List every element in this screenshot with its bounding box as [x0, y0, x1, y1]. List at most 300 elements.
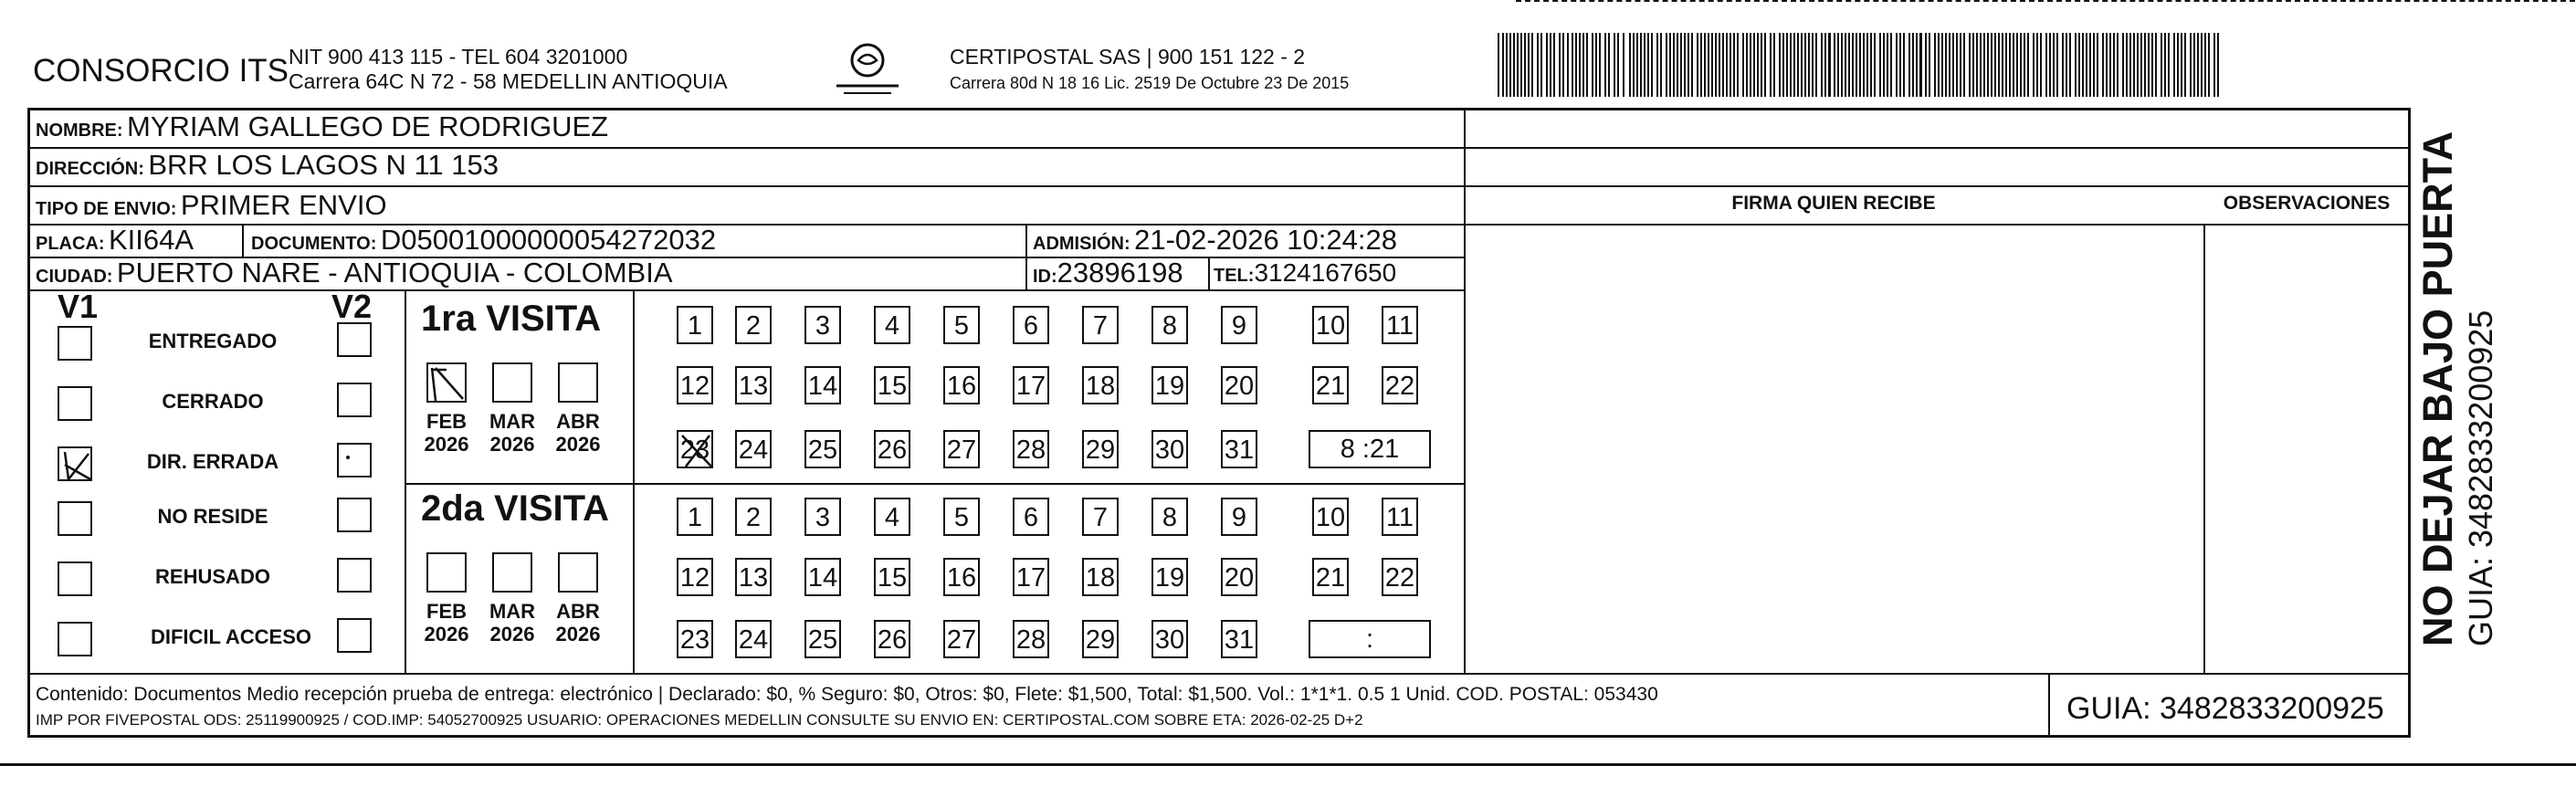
barcode-bar — [2155, 33, 2157, 97]
barcode-bar — [1786, 33, 1788, 97]
v1-checkbox[interactable] — [58, 326, 92, 361]
barcode-bar — [1963, 33, 1965, 97]
month-year: 2026 — [424, 433, 469, 456]
city-field — [36, 257, 673, 289]
barcode-bar — [2177, 33, 2179, 97]
barcode-bar — [2140, 33, 2142, 97]
barcode-bar — [1660, 33, 1662, 97]
barcode-bar — [2033, 33, 2035, 97]
barcode-bar — [1726, 33, 1728, 97]
barcode-bar — [1550, 33, 1551, 97]
day-box[interactable] — [1312, 558, 1349, 596]
day-number: 6 — [1023, 503, 1039, 532]
day-box[interactable] — [874, 620, 910, 658]
visit-time-box[interactable] — [1309, 620, 1431, 658]
barcode-bar — [1925, 33, 1927, 97]
day-number: 19 — [1154, 372, 1185, 401]
day-number: 31 — [1224, 625, 1255, 655]
barcode-bar — [1866, 33, 1868, 97]
v1-label: V1 — [58, 288, 99, 325]
day-box[interactable] — [804, 366, 841, 404]
day-box[interactable] — [874, 306, 910, 344]
v1-checkbox[interactable] — [58, 501, 92, 536]
visit-time-box[interactable] — [1309, 430, 1431, 468]
name-value: MYRIAM GALLEGO DE RODRIGUEZ — [127, 110, 609, 142]
day-box[interactable] — [1151, 498, 1188, 536]
month-checkbox[interactable] — [426, 362, 467, 403]
barcode-bar — [1579, 33, 1581, 97]
barcode-bar — [2002, 33, 2003, 97]
bottom-rule — [0, 763, 2576, 766]
barcode-bar — [1629, 33, 1631, 97]
barcode-bar — [1684, 33, 1686, 97]
day-box[interactable] — [874, 430, 910, 468]
barcode-bar — [2078, 33, 2080, 97]
month-name: ABR — [556, 410, 600, 433]
day-number: 18 — [1085, 563, 1116, 593]
barcode-bar — [2217, 33, 2219, 97]
v1-checkbox[interactable] — [58, 446, 92, 481]
day-number: 27 — [946, 625, 977, 655]
day-number: 14 — [807, 372, 838, 401]
day-box[interactable] — [677, 430, 713, 468]
day-box[interactable] — [1013, 306, 1049, 344]
day-box[interactable] — [735, 558, 772, 596]
barcode-bar — [1887, 33, 1888, 97]
barcode-bar — [1608, 33, 1610, 97]
day-box[interactable] — [1082, 430, 1119, 468]
barcode-bar — [2040, 33, 2042, 97]
day-box[interactable] — [677, 558, 713, 596]
day-number: 21 — [1315, 372, 1346, 401]
day-number: 17 — [1015, 372, 1046, 401]
admission-field — [1033, 224, 1397, 257]
day-box[interactable] — [677, 620, 713, 658]
barcode-bar — [1874, 33, 1876, 97]
day-number: 30 — [1154, 625, 1185, 655]
day-number: 4 — [884, 503, 900, 532]
city-value: PUERTO NARE - ANTIOQUIA - COLOMBIA — [116, 257, 673, 289]
barcode-bar — [1773, 33, 1775, 97]
v2-checkbox[interactable] — [337, 383, 372, 417]
barcode-bar — [1896, 33, 1898, 97]
day-box[interactable] — [1382, 306, 1418, 344]
barcode-bar — [1691, 33, 1693, 97]
day-box[interactable] — [1082, 306, 1119, 344]
plate-label: PLACA: — [36, 234, 105, 254]
day-number: 20 — [1224, 372, 1255, 401]
barcode-bar — [2109, 33, 2111, 97]
v1-checkbox[interactable] — [58, 622, 92, 656]
barcode-bar — [1599, 33, 1601, 97]
day-number: 28 — [1015, 435, 1046, 465]
day-number: 5 — [953, 503, 970, 532]
barcode-bar — [1636, 33, 1638, 97]
day-number: 29 — [1085, 625, 1116, 655]
day-box[interactable] — [677, 366, 713, 404]
barcode-bar — [1949, 33, 1950, 97]
month-name: ABR — [556, 600, 600, 623]
barcode-bar — [2086, 33, 2087, 97]
day-box[interactable] — [943, 366, 980, 404]
day-box[interactable] — [1221, 498, 1257, 536]
barcode-bar — [1567, 33, 1569, 97]
day-box[interactable] — [874, 366, 910, 404]
day-number: 4 — [884, 311, 900, 341]
day-number: 22 — [1384, 563, 1415, 593]
day-box[interactable] — [735, 430, 772, 468]
day-box[interactable] — [1312, 306, 1349, 344]
barcode-bar — [2151, 33, 2153, 97]
type-field — [36, 189, 387, 222]
day-box[interactable] — [943, 498, 980, 536]
barcode-bar — [1994, 33, 1996, 97]
status-option-label: NO RESIDE — [157, 505, 268, 528]
day-box[interactable] — [804, 498, 841, 536]
barcode-bar — [2045, 33, 2047, 97]
barcode-bar — [1764, 33, 1766, 97]
barcode-bar — [1509, 33, 1511, 97]
barcode-bar — [1801, 33, 1803, 97]
barcode-bar — [1983, 33, 1985, 97]
day-number: 8 — [1162, 311, 1178, 341]
barcode-bar — [2208, 33, 2210, 97]
day-box[interactable] — [943, 620, 980, 658]
month-checkbox[interactable] — [558, 362, 598, 403]
barcode-bar — [1834, 33, 1835, 97]
day-box[interactable] — [1382, 498, 1418, 536]
visit2-title: 2da VISITA — [421, 488, 609, 529]
day-number: 12 — [679, 563, 710, 593]
day-box[interactable] — [735, 306, 772, 344]
barcode-bar — [1870, 33, 1872, 97]
month-checkbox[interactable] — [558, 552, 598, 593]
tracking-barcode — [1498, 33, 2228, 97]
barcode-bar — [1782, 33, 1784, 97]
month-label — [487, 410, 538, 456]
day-number: 31 — [1224, 435, 1255, 465]
v2-checkbox[interactable] — [337, 498, 372, 532]
day-number: 16 — [946, 563, 977, 593]
status-option-label: REHUSADO — [155, 565, 270, 588]
day-number: 21 — [1315, 563, 1346, 593]
barcode-bar — [1502, 33, 1504, 97]
day-box[interactable] — [1221, 430, 1257, 468]
day-box[interactable] — [1013, 430, 1049, 468]
barcode-bar — [1821, 33, 1823, 97]
barcode-bar — [2020, 33, 2022, 97]
barcode-bar — [1938, 33, 1940, 97]
document-field — [251, 224, 716, 257]
visit-time: : — [1365, 624, 1374, 654]
day-number: 19 — [1154, 563, 1185, 593]
day-box[interactable] — [1151, 430, 1188, 468]
barcode-bar — [2113, 33, 2115, 97]
month-label — [421, 410, 472, 456]
barcode-bar — [1640, 33, 1642, 97]
address-field — [36, 149, 499, 182]
barcode-bar — [1524, 33, 1526, 97]
barcode-bar — [1987, 33, 1989, 97]
observations-header: OBSERVACIONES — [2223, 193, 2391, 214]
barcode-bar — [2148, 33, 2150, 97]
day-number: 2 — [745, 311, 762, 341]
company-name: CONSORCIO ITS — [33, 53, 289, 89]
month-year: 2026 — [555, 433, 601, 456]
barcode-bar — [1546, 33, 1548, 97]
barcode-bar — [1592, 33, 1593, 97]
barcode-bar — [1919, 33, 1922, 97]
barcode-bar — [1677, 33, 1678, 97]
barcode-bar — [2197, 33, 2199, 97]
footer-print-info: IMP POR FIVEPOSTAL ODS: 25119900925 / COD.IMP: 54052700925 USUARIO: OPERACIONES MEDELLIN CONSULTE SU ENVIO EN: CERTIPOSTAL.COM SOBRE ETA: 2026-02-25 D+2 — [36, 711, 1363, 729]
barcode-bar — [1790, 33, 1792, 97]
day-box[interactable] — [1151, 366, 1188, 404]
day-box[interactable] — [943, 306, 980, 344]
day-box[interactable] — [1013, 366, 1049, 404]
day-number: 2 — [745, 503, 762, 532]
day-box[interactable] — [1221, 620, 1257, 658]
barcode-bar — [2204, 33, 2206, 97]
v2-label: V2 — [331, 288, 373, 325]
barcode-bar — [2164, 33, 2166, 97]
day-number: 10 — [1315, 503, 1346, 532]
barcode-bar — [1746, 33, 1748, 97]
side-guia: GUIA: 3482833200925 — [2462, 310, 2499, 646]
barcode-bar — [2144, 33, 2146, 97]
v2-checkbox[interactable] — [337, 443, 372, 477]
barcode-bar — [1908, 33, 1910, 97]
day-box[interactable] — [1013, 620, 1049, 658]
barcode-bar — [1704, 33, 1706, 97]
day-box[interactable] — [735, 366, 772, 404]
day-box[interactable] — [1082, 498, 1119, 536]
barcode-bar — [1808, 33, 1810, 97]
day-number: 1 — [687, 503, 703, 532]
day-box[interactable] — [677, 498, 713, 536]
day-number: 9 — [1231, 503, 1247, 532]
barcode-bar — [2106, 33, 2108, 97]
day-box[interactable] — [677, 306, 713, 344]
day-box[interactable] — [1013, 558, 1049, 596]
day-box[interactable] — [874, 498, 910, 536]
barcode-bar — [2181, 33, 2182, 97]
barcode-bar — [1890, 33, 1892, 97]
month-label — [487, 600, 538, 645]
month-name: FEB — [426, 410, 467, 433]
day-number: 5 — [953, 311, 970, 341]
day-box[interactable] — [1312, 366, 1349, 404]
barcode-bar — [2036, 33, 2038, 97]
month-name: MAR — [489, 600, 536, 623]
barcode-bar — [1828, 33, 1831, 97]
barcode-bar — [1859, 33, 1861, 97]
barcode-bar — [1929, 33, 1930, 97]
day-number: 11 — [1385, 311, 1414, 341]
day-number: 10 — [1315, 311, 1346, 341]
day-box[interactable] — [1382, 558, 1418, 596]
barcode-bar — [1506, 33, 1508, 97]
top-cut-line — [1516, 0, 2575, 4]
day-box[interactable] — [1382, 366, 1418, 404]
admission-label: ADMISIÓN: — [1033, 234, 1130, 254]
v2-checkbox[interactable] — [337, 558, 372, 593]
day-box[interactable] — [1082, 558, 1119, 596]
barcode-bar — [1845, 33, 1846, 97]
status-option-label: DIFICIL ACCESO — [150, 625, 311, 648]
day-box[interactable] — [1221, 558, 1257, 596]
day-box[interactable] — [804, 558, 841, 596]
month-year: 2026 — [489, 433, 535, 456]
barcode-bar — [1903, 33, 1905, 97]
day-number: 8 — [1162, 503, 1178, 532]
barcode-bar — [1651, 33, 1653, 97]
day-number: 13 — [738, 372, 769, 401]
barcode-bar — [1604, 33, 1606, 97]
barcode-bar — [2168, 33, 2170, 97]
barcode-bar — [2075, 33, 2077, 97]
day-box[interactable] — [804, 306, 841, 344]
barcode-bar — [1498, 33, 1499, 97]
day-box[interactable] — [943, 430, 980, 468]
barcode-bar — [2024, 33, 2025, 97]
barcode-bar — [1517, 33, 1519, 97]
v1-checkbox[interactable] — [58, 561, 92, 596]
barcode-bar — [1941, 33, 1943, 97]
barcode-bar — [1797, 33, 1799, 97]
barcode-bar — [1998, 33, 2000, 97]
barcode-bar — [1856, 33, 1857, 97]
document-label: DOCUMENTO: — [251, 234, 377, 254]
barcode-bar — [1972, 33, 1974, 97]
barcode-bar — [1879, 33, 1881, 97]
barcode-bar — [1595, 33, 1597, 97]
day-box[interactable] — [735, 620, 772, 658]
id-field — [1033, 257, 1183, 289]
v2-checkbox[interactable] — [337, 322, 372, 357]
barcode-bar — [1680, 33, 1682, 97]
barcode-bar — [1770, 33, 1772, 97]
barcode-bar — [1912, 33, 1914, 97]
day-box[interactable] — [1151, 306, 1188, 344]
barcode-bar — [2066, 33, 2067, 97]
barcode-bar — [1837, 33, 1839, 97]
barcode-bar — [2005, 33, 2007, 97]
day-number: 3 — [815, 311, 831, 341]
barcode-bar — [1742, 33, 1744, 97]
barcode-bar — [1711, 33, 1713, 97]
barcode-bar — [1528, 33, 1530, 97]
day-number: 28 — [1015, 625, 1046, 655]
barcode-bar — [2129, 33, 2131, 97]
barcode-bar — [1697, 33, 1698, 97]
day-box[interactable] — [874, 558, 910, 596]
day-box[interactable] — [1221, 306, 1257, 344]
barcode-bar — [1559, 33, 1561, 97]
month-name: MAR — [489, 410, 536, 433]
v2-checkbox[interactable] — [337, 618, 372, 653]
day-number: 7 — [1092, 311, 1109, 341]
barcode-bar — [2097, 33, 2098, 97]
barcode-bar — [1841, 33, 1843, 97]
barcode-bar — [2102, 33, 2104, 97]
day-box[interactable] — [804, 620, 841, 658]
plate-value: KII64A — [109, 224, 195, 256]
barcode-bar — [1614, 33, 1615, 97]
month-year: 2026 — [555, 623, 601, 645]
barcode-bar — [1848, 33, 1850, 97]
type-value: PRIMER ENVIO — [180, 189, 387, 221]
barcode-bar — [2062, 33, 2064, 97]
month-label — [552, 410, 604, 456]
footer-guia: GUIA: 3482833200925 — [2066, 691, 2384, 726]
day-box[interactable] — [1151, 558, 1188, 596]
day-number: 26 — [877, 435, 908, 465]
month-label — [552, 600, 604, 645]
day-number: 14 — [807, 563, 838, 593]
v1-checkbox[interactable] — [58, 386, 92, 421]
day-box[interactable] — [1221, 366, 1257, 404]
month-checkbox[interactable] — [426, 552, 467, 593]
barcode-bar — [1572, 33, 1573, 97]
day-number: 9 — [1231, 311, 1247, 341]
month-checkbox[interactable] — [492, 362, 532, 403]
barcode-bar — [1669, 33, 1671, 97]
day-box[interactable] — [1013, 498, 1049, 536]
day-number: 6 — [1023, 311, 1039, 341]
barcode-bar — [1540, 33, 1542, 97]
month-year: 2026 — [489, 623, 535, 645]
barcode-bar — [1575, 33, 1577, 97]
barcode-bar — [1722, 33, 1724, 97]
barcode-bar — [1537, 33, 1539, 97]
barcode-bar — [1553, 33, 1555, 97]
barcode-bar — [2184, 33, 2186, 97]
day-box[interactable] — [1151, 620, 1188, 658]
barcode-bar — [2089, 33, 2091, 97]
barcode-bar — [1586, 33, 1588, 97]
barcode-bar — [1899, 33, 1901, 97]
barcode-bar — [2133, 33, 2135, 97]
day-box[interactable] — [943, 558, 980, 596]
day-number: 11 — [1385, 503, 1414, 532]
day-box[interactable] — [1312, 498, 1349, 536]
no-dejar-warning: NO DEJAR BAJO PUERTA — [2414, 131, 2461, 646]
barcode-bar — [1730, 33, 1731, 97]
day-number: 20 — [1224, 563, 1255, 593]
barcode-bar — [2027, 33, 2029, 97]
type-label: TIPO DE ENVIO: — [36, 199, 177, 219]
day-box[interactable] — [1082, 620, 1119, 658]
day-box[interactable] — [1082, 366, 1119, 404]
certipostal-logo — [831, 40, 904, 100]
day-number: 27 — [946, 435, 977, 465]
barcode-bar — [1934, 33, 1936, 97]
day-box[interactable] — [804, 430, 841, 468]
day-number: 24 — [738, 625, 769, 655]
company-line-1: NIT 900 413 115 - TEL 604 3201000 — [289, 45, 628, 68]
barcode-bar — [1883, 33, 1885, 97]
day-number: 23 — [679, 435, 710, 465]
day-box[interactable] — [735, 498, 772, 536]
month-checkbox[interactable] — [492, 552, 532, 593]
day-number: 3 — [815, 503, 831, 532]
id-value: 23896198 — [1057, 257, 1183, 289]
day-number: 13 — [738, 563, 769, 593]
barcode-bar — [1753, 33, 1755, 97]
barcode-bar — [1582, 33, 1584, 97]
barcode-bar — [1969, 33, 1971, 97]
